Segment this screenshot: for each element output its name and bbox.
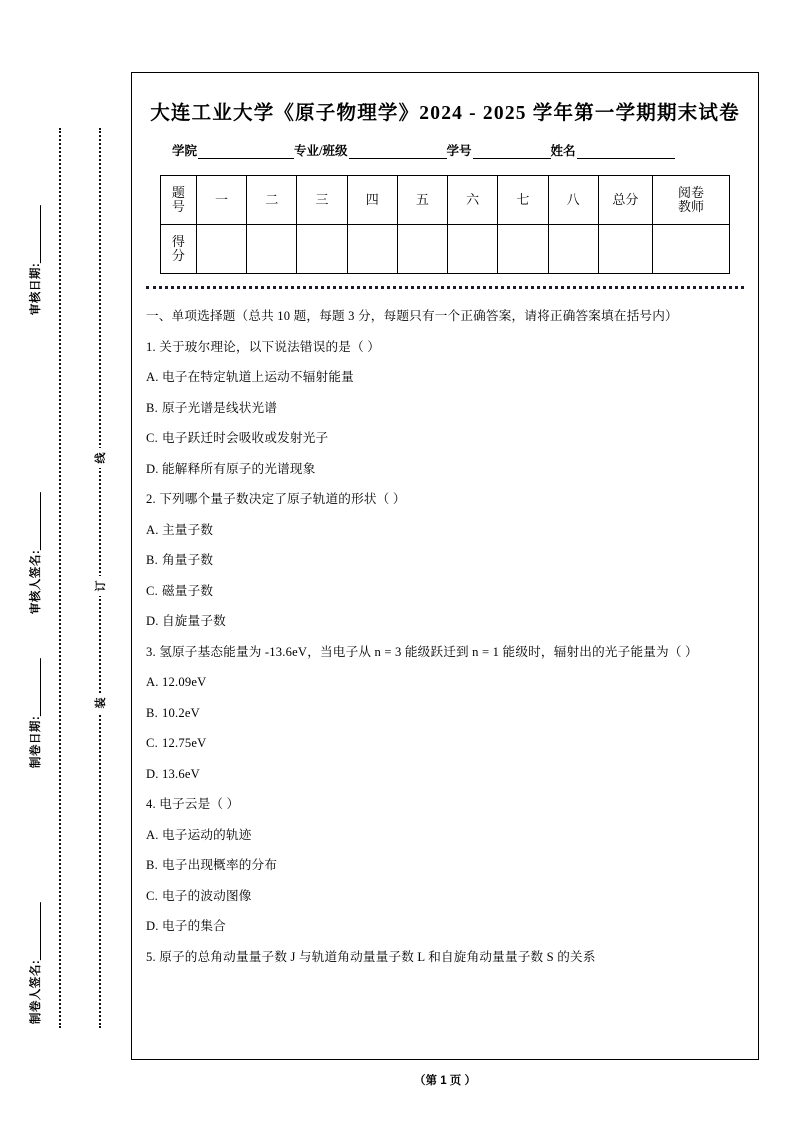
question-5-stem: 5. 原子的总角动量量子数 J 与轨道角动量量子数 L 和自旋角动量量子数 S 的关系: [146, 949, 596, 964]
margin-label-preparer-signature-text: 制卷人签名:: [30, 959, 42, 1025]
field-student-id: [447, 141, 551, 159]
score-cell-2[interactable]: [247, 225, 297, 274]
score-table: [160, 175, 730, 274]
question-3-option-a-text: 12.09eV: [162, 675, 207, 690]
seal-char-bind: 订: [89, 576, 111, 596]
question-2-option-d-key: D.: [146, 614, 159, 629]
margin-label-preparer-signature: [27, 902, 43, 1024]
score-table-qnum-5: 五: [397, 176, 447, 225]
row-header-question-char1: 题: [171, 185, 185, 201]
score-table-qnum-8: 八: [548, 176, 598, 225]
margin-label-prepare-date-blank: [28, 658, 41, 716]
question-2-option-a-text: 主量子数: [162, 522, 214, 537]
score-table-qnum-2: 二: [247, 176, 297, 225]
table-row-scores: [161, 225, 730, 274]
score-table-qnum-3: 三: [297, 176, 347, 225]
score-cell-3[interactable]: [297, 225, 347, 274]
question-1-option-a[interactable]: [146, 368, 744, 388]
score-cell-1[interactable]: [196, 225, 246, 274]
question-1-option-c[interactable]: [146, 429, 744, 449]
question-4-option-d[interactable]: [146, 917, 744, 937]
question-2-option-c[interactable]: [146, 582, 744, 602]
teacher-label-line1: 阅卷: [678, 185, 705, 201]
margin-label-review-date: [27, 205, 43, 315]
question-4-option-a[interactable]: [146, 826, 744, 846]
row-header-score-char2: 分: [171, 248, 185, 263]
section-heading: 一、单项选择题（总共 10 题，每题 3 分，每题只有一个正确答案，请将正确答案填在括号内）: [146, 309, 678, 323]
question-2-option-d[interactable]: [146, 612, 744, 632]
question-1-option-d-key: D.: [146, 461, 159, 476]
question-1-option-b-key: B.: [146, 400, 158, 415]
seal-dashed-line-outer: [59, 128, 61, 1028]
question-1-option-c-key: C.: [146, 431, 158, 446]
question-2-option-b-text: 角量子数: [162, 553, 214, 568]
margin-label-reviewer-signature-text: 审核人签名:: [30, 549, 42, 615]
question-3-option-a[interactable]: [146, 673, 744, 693]
question-2-option-a-key: A.: [146, 522, 159, 537]
field-college-label: 学院: [172, 144, 198, 158]
question-4-option-a-key: A.: [146, 827, 159, 842]
question-4-stem: 4. 电子云是（ ）: [146, 797, 240, 812]
question-1-stem: 1. 关于玻尔理论，以下说法错误的是（ ）: [146, 339, 381, 354]
question-3-option-c-key: C.: [146, 736, 158, 751]
page-footer: （第 1 页 ）: [414, 1075, 476, 1087]
page-title: 大连工业大学《原子物理学》2024 - 2025 学年第一学期期末试卷: [150, 103, 740, 124]
question-3-option-d-text: 13.6eV: [162, 766, 200, 781]
question-body: [146, 307, 744, 967]
margin-label-prepare-date-text: 制卷日期:: [30, 715, 42, 769]
question-4-option-c-key: C.: [146, 888, 158, 903]
field-major-class-label: 专业/班级: [294, 144, 348, 158]
score-table-qnum-6: 六: [448, 176, 498, 225]
margin-label-review-date-text: 审核日期:: [30, 262, 42, 316]
table-row-question-numbers: [161, 176, 730, 225]
field-name-input[interactable]: [577, 145, 675, 159]
student-identity-row: [146, 141, 744, 159]
question-4-option-b-text: 电子出现概率的分布: [162, 858, 278, 873]
teacher-label-line2: 教师: [678, 199, 705, 214]
field-college: [172, 141, 294, 159]
question-1-option-a-key: A.: [146, 370, 159, 385]
margin-label-reviewer-signature-blank: [28, 492, 41, 550]
question-1-option-b-text: 原子光谱是线状光谱: [162, 400, 278, 415]
dotted-separator: [146, 286, 744, 295]
field-name-label: 姓名: [550, 144, 576, 158]
seal-char-line: 线: [89, 448, 111, 468]
question-2-option-c-key: C.: [146, 583, 158, 598]
question-3-option-c-text: 12.75eV: [162, 736, 207, 751]
margin-label-preparer-signature-blank: [28, 902, 41, 960]
row-header-question-char2: 号: [171, 199, 185, 214]
exam-paper-inner: [132, 73, 758, 967]
question-1-option-a-text: 电子在特定轨道上运动不辐射能量: [162, 370, 354, 385]
question-1-option-d[interactable]: [146, 460, 744, 480]
question-3-option-b[interactable]: [146, 704, 744, 724]
question-3-option-a-key: A.: [146, 675, 159, 690]
score-table-qnum-4: 四: [347, 176, 397, 225]
score-cell-6[interactable]: [448, 225, 498, 274]
score-cell-8[interactable]: [548, 225, 598, 274]
field-major-class-input[interactable]: [349, 145, 447, 159]
exam-paper-frame: [131, 72, 759, 1060]
score-cell-7[interactable]: [498, 225, 548, 274]
score-cell-4[interactable]: [347, 225, 397, 274]
margin-label-reviewer-signature: [27, 492, 43, 614]
score-table-total-label: 总分: [598, 176, 652, 225]
field-major-class: [294, 141, 446, 159]
question-2-option-a[interactable]: [146, 521, 744, 541]
score-cell-teacher[interactable]: [653, 225, 730, 274]
question-1-option-c-text: 电子跃迁时会吸收或发射光子: [162, 431, 329, 446]
question-4-option-b[interactable]: [146, 856, 744, 876]
score-cell-total[interactable]: [598, 225, 652, 274]
question-3-option-d[interactable]: [146, 765, 744, 785]
field-name: [551, 141, 675, 159]
question-2-option-b[interactable]: [146, 551, 744, 571]
question-4-option-d-key: D.: [146, 919, 159, 934]
question-2-stem: 2. 下列哪个量子数决定了原子轨道的形状（ ）: [146, 492, 406, 507]
field-student-id-input[interactable]: [473, 145, 551, 159]
question-4-option-d-text: 电子的集合: [162, 919, 226, 934]
question-3-option-d-key: D.: [146, 766, 159, 781]
score-table-qnum-1: 一: [196, 176, 246, 225]
question-3-option-c[interactable]: [146, 734, 744, 754]
field-college-input[interactable]: [198, 145, 294, 159]
row-header-score-char1: 得: [171, 234, 185, 250]
question-2-option-c-text: 磁量子数: [162, 583, 214, 598]
question-4-option-a-text: 电子运动的轨迹: [162, 827, 252, 842]
question-3-option-b-key: B.: [146, 705, 158, 720]
margin-label-prepare-date: [27, 658, 43, 768]
seal-char-pack: 装: [89, 693, 111, 713]
score-table-row-header-score: [161, 225, 197, 274]
question-1-option-b[interactable]: [146, 399, 744, 419]
question-3-stem: 3. 氢原子基态能量为 -13.6eV，当电子从 n = 3 能级跃迁到 n = 1 能级时，辐射出的光子能量为（ ）: [146, 644, 698, 659]
question-4-option-b-key: B.: [146, 858, 158, 873]
score-table-teacher-label: [653, 176, 730, 225]
margin-label-review-date-blank: [28, 205, 41, 263]
question-1-option-d-text: 能解释所有原子的光谱现象: [162, 461, 316, 476]
question-4-option-c[interactable]: [146, 887, 744, 907]
question-2-option-b-key: B.: [146, 553, 158, 568]
field-student-id-label: 学号: [446, 144, 472, 158]
score-table-qnum-7: 七: [498, 176, 548, 225]
question-2-option-d-text: 自旋量子数: [162, 614, 226, 629]
score-cell-5[interactable]: [397, 225, 447, 274]
score-table-row-header-question: [161, 176, 197, 225]
question-4-option-c-text: 电子的波动图像: [162, 888, 252, 903]
question-3-option-b-text: 10.2eV: [162, 705, 200, 720]
